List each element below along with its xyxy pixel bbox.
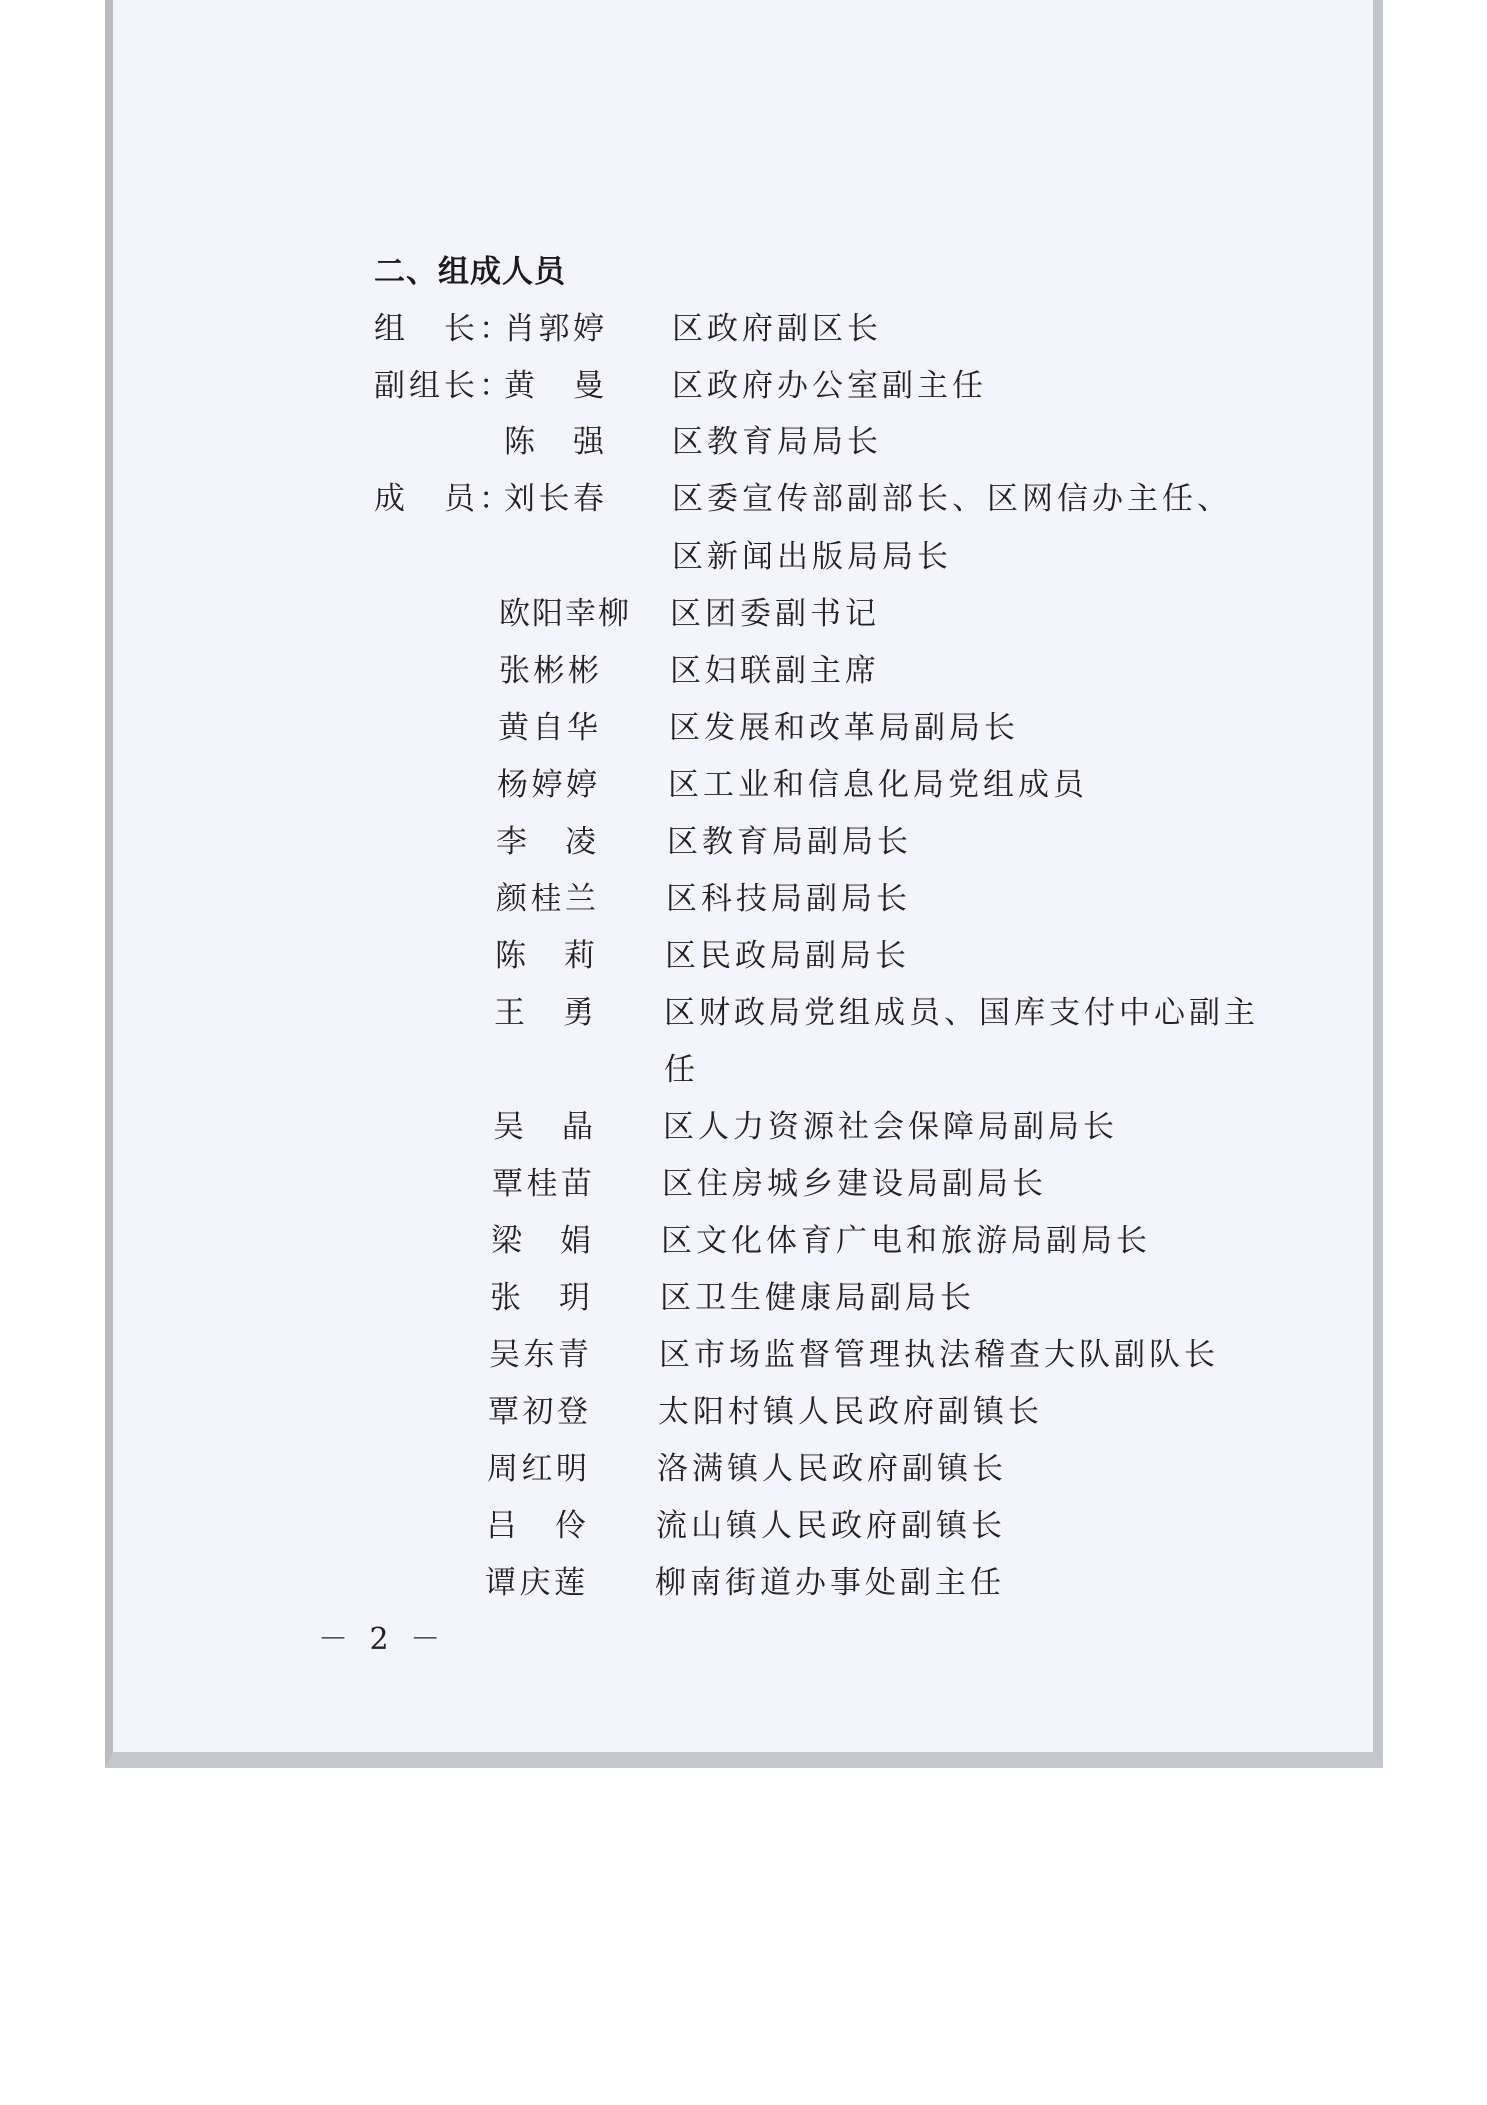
member-name: 覃初登 — [488, 1394, 588, 1430]
member-title: 区教育局副局长 — [667, 824, 912, 860]
member-name: 张 玥 — [490, 1280, 590, 1316]
member-title: 区科技局副局长 — [666, 881, 911, 917]
member-name: 覃桂苗 — [492, 1166, 592, 1202]
member-name: 张彬彬 — [499, 653, 599, 689]
member-title: 区发展和改革局副局长 — [669, 710, 1019, 746]
member-title: 区住房城乡建设局副局长 — [662, 1166, 1047, 1202]
member-title: 区教育局局长 — [672, 424, 882, 460]
member-title: 太阳村镇人民政府副镇长 — [658, 1394, 1043, 1430]
member-name: 欧阳幸柳 — [499, 596, 629, 632]
member-name: 陈 莉 — [495, 938, 595, 974]
member-title: 区民政局副局长 — [665, 938, 910, 974]
member-title: 区政府副区长 — [672, 311, 882, 347]
member-title: 区工业和信息化局党组成员 — [668, 767, 1088, 803]
page-number: － 2 － — [318, 1622, 447, 1657]
member-title: 流山镇人民政府副镇长 — [656, 1508, 1006, 1544]
member-name: 颜桂兰 — [496, 881, 596, 917]
member-name: 王 勇 — [494, 995, 594, 1031]
member-title: 区卫生健康局副局长 — [660, 1280, 975, 1316]
role-label: 组 长： — [374, 311, 514, 347]
member-title: 区委宣传部副部长、区网信办主任、 — [672, 481, 1232, 517]
role-label: 副组长： — [374, 368, 514, 404]
member-title: 区文化体育广电和旅游局副局长 — [661, 1223, 1151, 1259]
member-name: 吕 伶 — [486, 1508, 586, 1544]
member-name: 李 凌 — [496, 824, 596, 860]
member-title-continued: 任 — [664, 1052, 699, 1088]
member-name: 肖郭婷 — [504, 311, 604, 347]
member-name: 梁 娟 — [491, 1223, 591, 1259]
member-name: 吴东青 — [489, 1337, 589, 1373]
member-title: 区人力资源社会保障局副局长 — [663, 1109, 1118, 1145]
member-title: 区政府办公室副主任 — [672, 368, 987, 404]
member-title: 洛满镇人民政府副镇长 — [657, 1451, 1007, 1487]
member-title: 区团委副书记 — [670, 596, 880, 632]
member-title: 区财政局党组成员、国库支付中心副主 — [664, 995, 1259, 1031]
member-name: 吴 晶 — [493, 1109, 593, 1145]
member-title: 区妇联副主席 — [670, 653, 880, 689]
section-heading: 二、组成人员 — [374, 254, 566, 290]
role-label: 成 员： — [374, 481, 514, 517]
member-name: 杨婷婷 — [497, 767, 597, 803]
member-name: 刘长春 — [504, 481, 604, 517]
member-name: 周红明 — [487, 1451, 587, 1487]
member-name: 黄 曼 — [504, 368, 604, 404]
member-name: 黄自华 — [498, 710, 598, 746]
member-title: 区市场监督管理执法稽查大队副队长 — [659, 1337, 1219, 1373]
member-title: 柳南街道办事处副主任 — [655, 1565, 1005, 1601]
member-name: 谭庆莲 — [485, 1565, 585, 1601]
member-title-continued: 区新闻出版局局长 — [672, 539, 952, 575]
member-name: 陈 强 — [504, 424, 604, 460]
